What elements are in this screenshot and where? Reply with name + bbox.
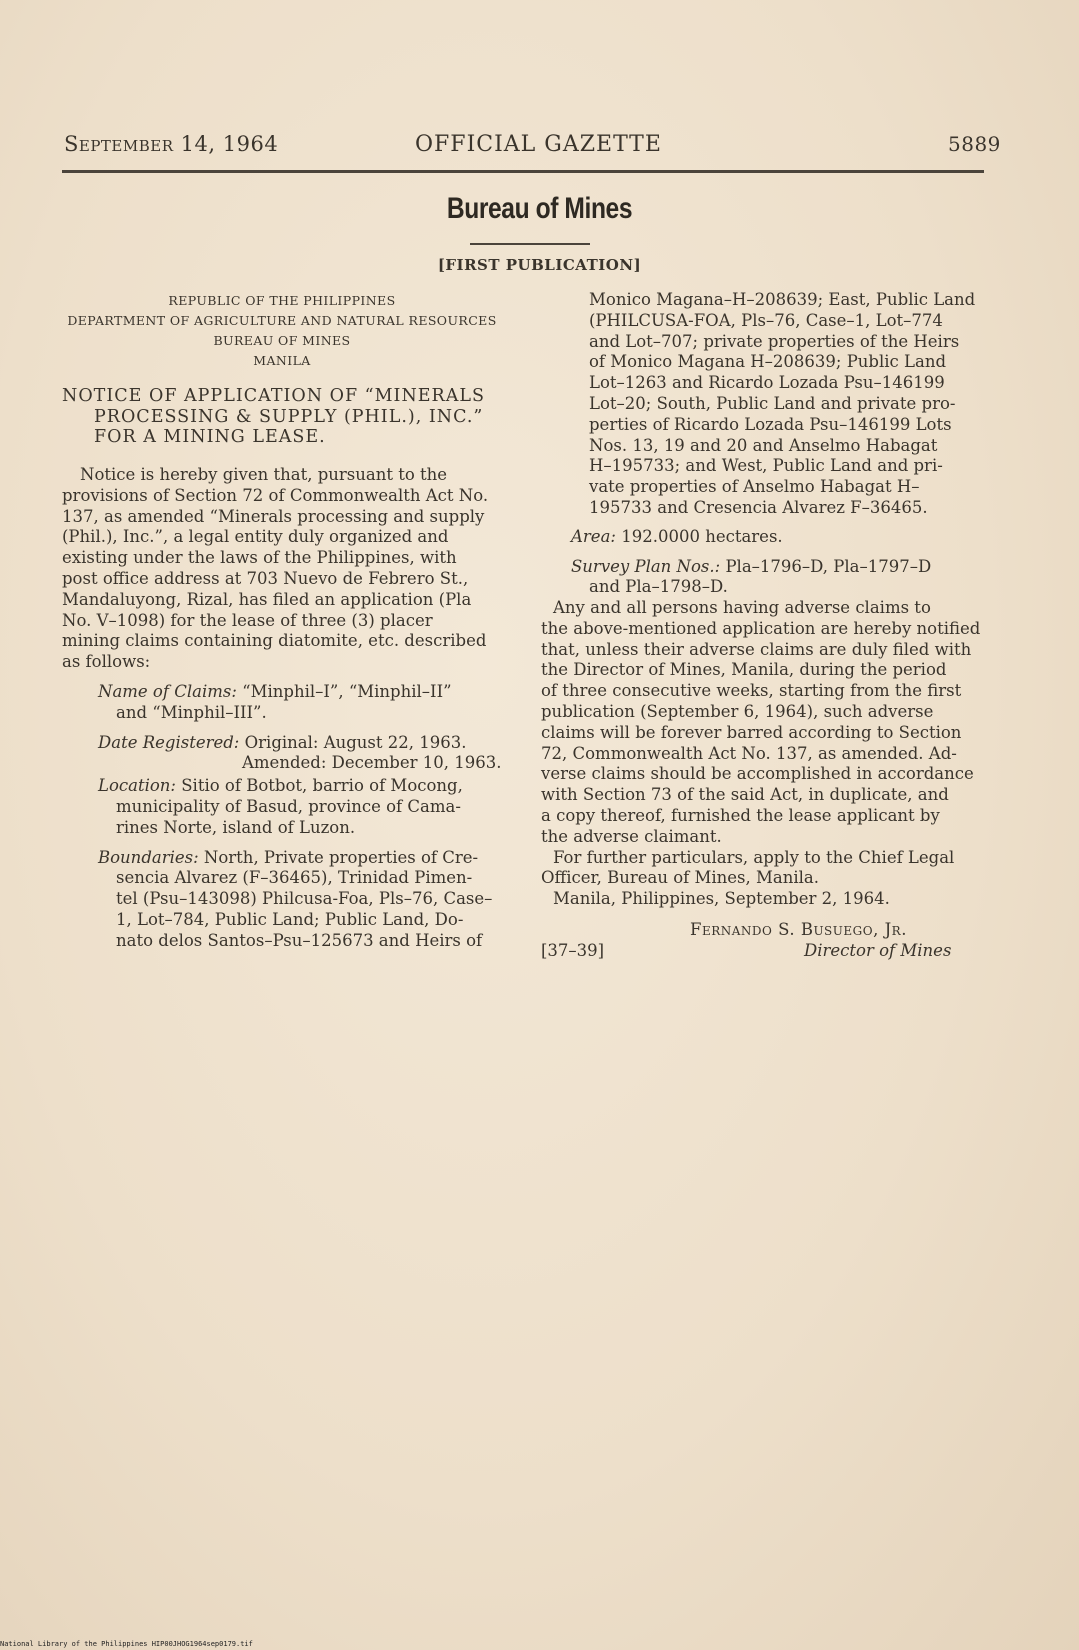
boundaries-value: perties of Ricardo Lozada Psu–146199 Lots xyxy=(589,414,952,434)
boundaries-value: 195733 and Cresencia Alvarez F–36465. xyxy=(589,497,928,517)
body-line: of three consecutive weeks, starting from the first xyxy=(541,681,962,701)
header-rule xyxy=(62,170,984,173)
boundaries-value: Nos. 13, 19 and 20 and Anselmo Habagat xyxy=(589,435,938,455)
boundaries-continued xyxy=(541,290,985,598)
adverse-claims xyxy=(541,598,985,910)
name-of-claims-value: “Minphil–I”, “Minphil–II” xyxy=(242,682,452,701)
boundaries-value: vate properties of Anselmo Habagat H– xyxy=(589,477,920,497)
agency-line: BUREAU OF MINES xyxy=(213,333,351,348)
body-line: 137, as amended “Minerals processing and supply xyxy=(62,506,485,526)
claims-block xyxy=(62,682,510,952)
dateline: Manila, Philippines, September 2, 1964. xyxy=(553,889,890,909)
section-title: Bureau of Mines xyxy=(446,192,633,225)
notice-title-line: NOTICE OF APPLICATION OF “MINERALS xyxy=(62,386,485,406)
location-label: Location: xyxy=(98,776,176,796)
signatory-title: Director of Mines xyxy=(804,941,952,960)
date-amended: Amended: December 10, 1963. xyxy=(242,753,502,773)
boundaries-value: Monico Magana–H–208639; East, Public Land xyxy=(589,290,976,309)
boundaries-value: of Monico Magana H–208639; Public Land xyxy=(589,352,947,372)
boundaries-value: and Lot–707; private properties of the Heirs xyxy=(589,331,960,351)
body-line: mining claims containing diatomite, etc. described xyxy=(62,631,487,651)
header-page-number: 5889 xyxy=(948,132,1001,156)
header-publication: OFFICIAL GAZETTE xyxy=(415,132,662,157)
area-value: 192.0000 hectares. xyxy=(621,526,783,546)
body-intro xyxy=(62,465,510,673)
location-value: Sitio of Botbot, barrio of Mocong, xyxy=(181,776,463,796)
agency-block xyxy=(62,291,502,371)
body-line: that, unless their adverse claims are duly filed with xyxy=(541,639,972,659)
body-line: the adverse claimant. xyxy=(541,826,722,846)
body-line: No. V–1098) for the lease of three (3) placer xyxy=(62,610,433,630)
body-line: verse claims should be accomplished in accordance xyxy=(541,764,974,784)
boundaries-value: North, Private properties of Cre- xyxy=(203,847,479,867)
notice-title-line: FOR A MINING LEASE. xyxy=(94,427,326,447)
boundaries-value: Lot–1263 and Ricardo Lozada Psu–146199 xyxy=(589,373,945,393)
boundaries-label: Boundaries: xyxy=(98,847,199,867)
body-line: with Section 73 of the said Act, in duplicate, and xyxy=(541,785,949,805)
notice-title-line: PROCESSING & SUPPLY (PHIL.), INC.” xyxy=(94,406,484,427)
body-line: existing under the laws of the Philippines, with xyxy=(62,548,457,568)
survey-label: Survey Plan Nos.: xyxy=(571,556,721,576)
survey-value: Pla–1796–D, Pla–1797–D xyxy=(725,556,932,576)
date-registered-label: Date Registered: xyxy=(98,732,240,752)
agency-line: REPUBLIC OF THE PHILIPPINES xyxy=(168,293,396,308)
agency-line: DEPARTMENT OF AGRICULTURE AND NATURAL RESOURCES xyxy=(67,313,497,328)
header-date: September 14, 1964 xyxy=(64,132,279,156)
name-of-claims-value: and “Minphil–III”. xyxy=(116,702,267,722)
body-line: provisions of Section 72 of Commonwealth Act No. xyxy=(62,485,489,505)
boundaries-value: sencia Alvarez (F–36465), Trinidad Pimen- xyxy=(116,868,473,888)
boundaries-value: 1, Lot–784, Public Land; Public Land, Do- xyxy=(116,909,464,929)
boundaries-value: (PHILCUSA-FOA, Pls–76, Case–1, Lot–774 xyxy=(589,310,943,330)
body-line: 72, Commonwealth Act No. 137, as amended. Ad- xyxy=(541,743,957,763)
body-line: Any and all persons having adverse claims to xyxy=(553,598,931,617)
body-line: post office address at 703 Nuevo de Febrero St., xyxy=(62,568,469,588)
body-line: claims will be forever barred according to Section xyxy=(541,722,962,742)
boundaries-value: tel (Psu–143098) Philcusa-Foa, Pls–76, Case– xyxy=(116,889,493,909)
location-value: rines Norte, island of Luzon. xyxy=(116,817,356,837)
boundaries-value: Lot–20; South, Public Land and private pro- xyxy=(589,393,956,413)
body-line: publication (September 6, 1964), such adverse xyxy=(541,701,934,721)
body-line: Officer, Bureau of Mines, Manila. xyxy=(541,868,820,888)
survey-value: and Pla–1798–D. xyxy=(589,577,728,597)
issue-reference: [37–39] xyxy=(541,941,605,960)
publication-note: [FIRST PUBLICATION] xyxy=(437,256,642,274)
area-label: Area: xyxy=(571,526,616,546)
signatory-name: Fernando S. Busuego, Jr. xyxy=(690,920,907,939)
boundaries-value: H–195733; and West, Public Land and pri- xyxy=(589,456,943,476)
body-line: (Phil.), Inc.”, a legal entity duly organized and xyxy=(62,527,449,547)
body-line: as follows: xyxy=(62,652,151,672)
body-line: Mandaluyong, Rizal, has filed an application (Pla xyxy=(62,589,472,609)
location-value: municipality of Basud, province of Cama- xyxy=(116,796,461,816)
date-original: Original: August 22, 1963. xyxy=(244,732,467,752)
body-line: Notice is hereby given that, pursuant to the xyxy=(80,465,448,484)
agency-line: MANILA xyxy=(253,353,311,368)
body-line: a copy thereof, furnished the lease applicant by xyxy=(541,805,940,825)
notice-title xyxy=(62,386,510,448)
body-line: the Director of Mines, Manila, during the period xyxy=(541,660,947,680)
scan-footer: National Library of the Philippines HIP00JHOG1964sep0179.tif xyxy=(0,1640,253,1648)
boundaries-value: nato delos Santos–Psu–125673 and Heirs of xyxy=(116,930,483,950)
body-line: For further particulars, apply to the Chief Legal xyxy=(553,847,955,867)
body-line: the above-mentioned application are hereby notified xyxy=(541,618,981,638)
name-of-claims-label: Name of Claims: xyxy=(98,682,237,701)
title-rule xyxy=(470,243,590,245)
